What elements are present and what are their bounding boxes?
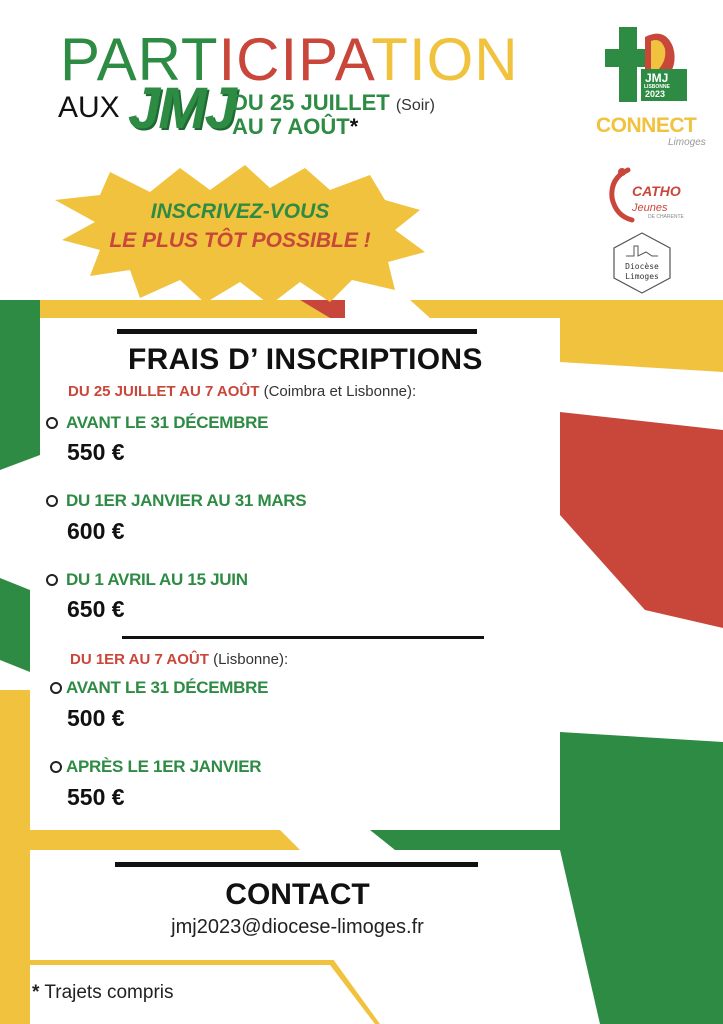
bullet-icon (50, 761, 62, 773)
connect-logo: CONNECT (596, 114, 697, 137)
price-item-label: AVANT LE 31 DÉCEMBRE (66, 413, 269, 432)
price-item-label: APRÈS LE 1ER JANVIER (66, 757, 262, 776)
bullet-icon (46, 495, 58, 507)
price-item-label: DU 1 AVRIL AU 15 JUIN (66, 570, 248, 589)
jmj-logo-text: JMJ (645, 71, 669, 85)
price-item-label: AVANT LE 31 DÉCEMBRE (66, 678, 269, 697)
section2-heading (70, 651, 288, 668)
dates-line-1 (232, 90, 435, 116)
bullet-icon (46, 417, 58, 429)
dates-end: AU 7 AOÛT (232, 114, 350, 139)
title-part-green: PART (60, 26, 219, 93)
burst-line-1: INSCRIVEZ-VOUS (150, 200, 330, 223)
diocese-logo-text (612, 262, 672, 281)
title-part-red: ICIPA (218, 26, 372, 93)
title-part-yellow: TION (371, 26, 519, 93)
signup-burst (90, 197, 390, 256)
burst-line-2: LE PLUS TÔT POSSIBLE ! (109, 229, 371, 253)
aux-label: AUX (58, 91, 120, 124)
dates-line-2 (232, 114, 358, 140)
footnote (32, 982, 174, 1004)
catho-sub: DE CHARENTE (648, 214, 684, 220)
jmj-logo-sub2: 2023 (645, 89, 666, 99)
bullet-icon (50, 682, 62, 694)
price-value: 550 € (67, 784, 125, 810)
price-value: 600 € (67, 518, 125, 544)
contact-title: CONTACT (225, 878, 370, 911)
section1-dates: DU 25 JUILLET AU 7 AOÛT (68, 383, 260, 400)
footnote-star: * (32, 982, 40, 1003)
section1-heading (68, 383, 416, 400)
catho-word: CATHO (632, 183, 681, 199)
diocese-line-1: Diocèse (625, 262, 659, 271)
frais-top-rule (117, 329, 477, 334)
price-item-label: DU 1ER JANVIER AU 31 MARS (66, 491, 307, 510)
section2-location: (Lisbonne): (213, 651, 289, 668)
section1-location: (Coimbra et Lisbonne): (263, 383, 417, 400)
catho-jeunes: Jeunes (632, 202, 668, 214)
dates-start: DU 25 JUILLET (232, 90, 390, 115)
frais-title: FRAIS D’ INSCRIPTIONS (128, 343, 483, 376)
diocese-line-2: Limoges (625, 271, 659, 281)
connect-logo-sub: Limoges (668, 137, 706, 148)
contact-email-link[interactable]: jmj2023@diocese-limoges.fr (171, 916, 424, 938)
price-value: 650 € (67, 596, 125, 622)
jmj-wordmark: JMJ (128, 76, 235, 141)
frais-mid-rule (122, 636, 484, 639)
price-value: 500 € (67, 705, 125, 731)
dates-star: * (349, 114, 359, 139)
price-value: 550 € (67, 439, 125, 465)
section2-dates: DU 1ER AU 7 AOÛT (70, 651, 209, 668)
footnote-text: Trajets compris (39, 982, 174, 1003)
bullet-icon (46, 574, 58, 586)
jmj-logo-sub1: LISBONNE (644, 84, 670, 90)
contact-top-rule (115, 862, 478, 867)
dates-soir: (Soir) (395, 97, 435, 114)
